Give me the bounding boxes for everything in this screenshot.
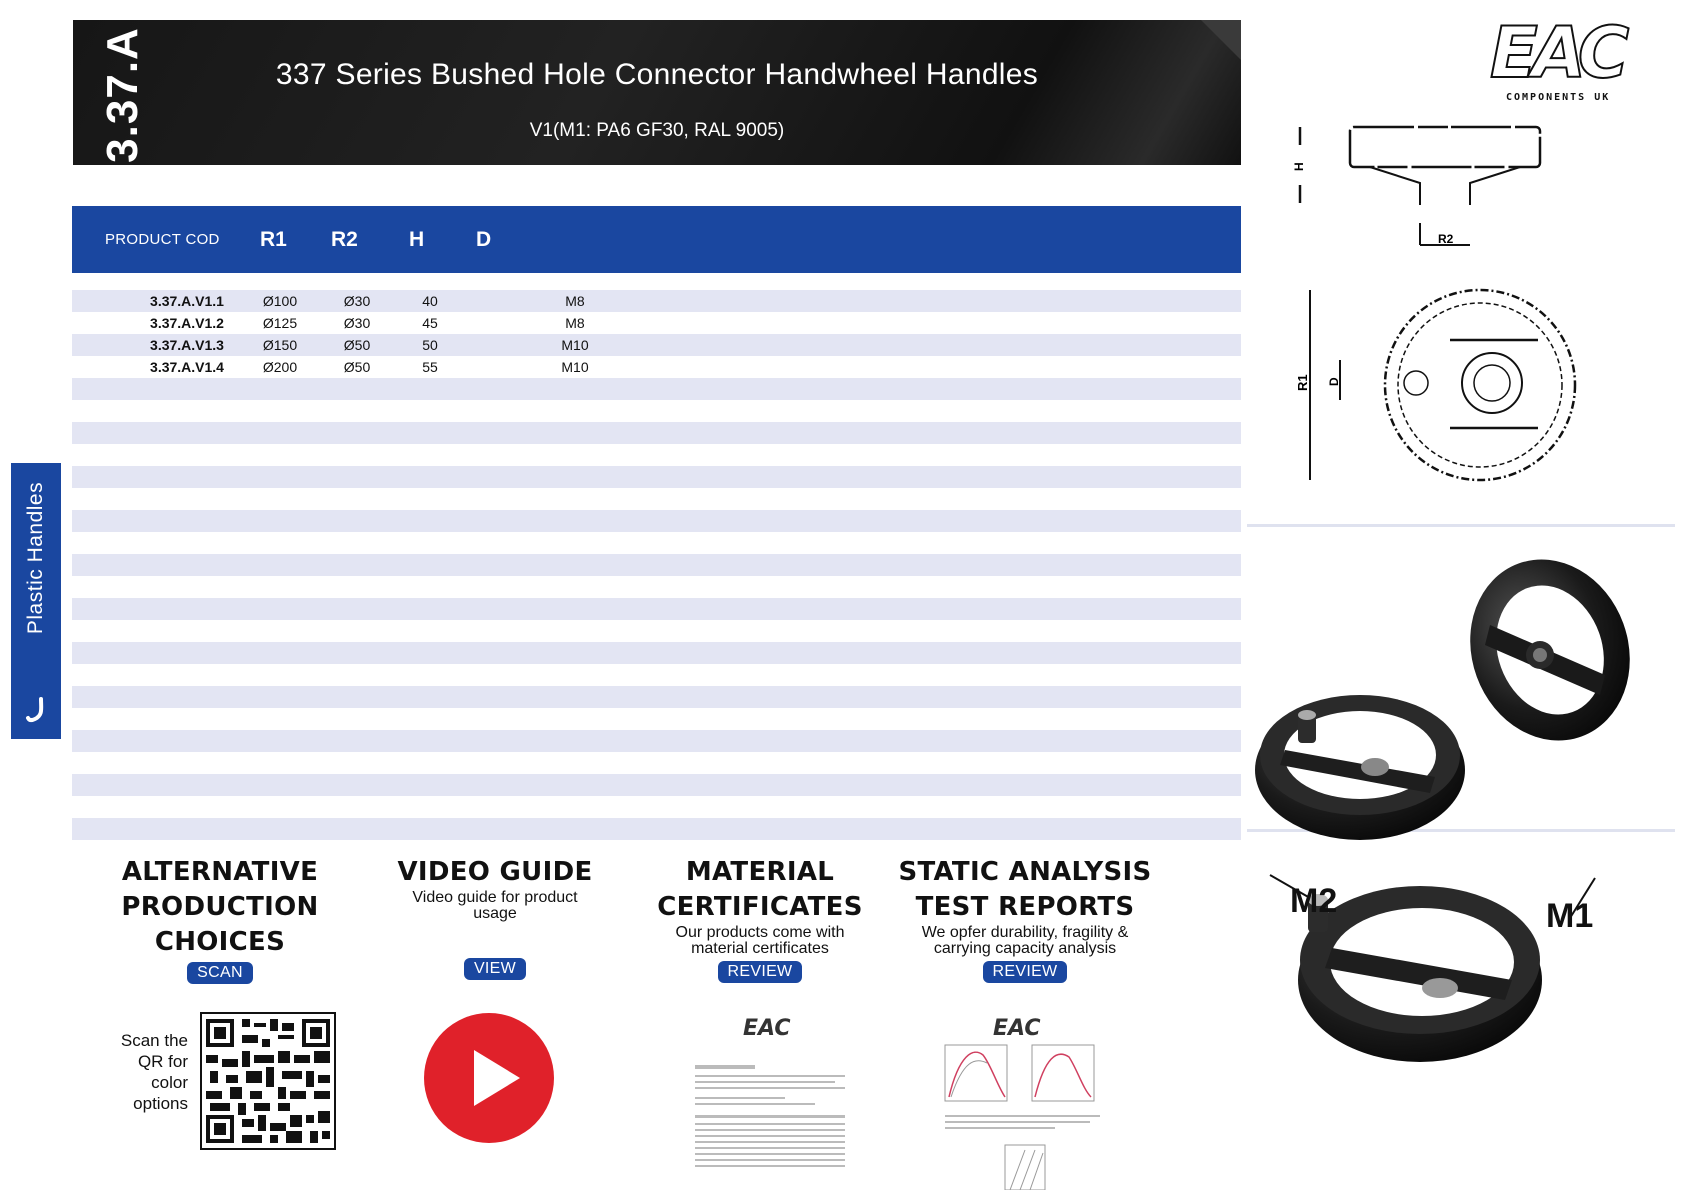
table-body [72, 290, 1241, 862]
eac-logo [1490, 12, 1655, 108]
product-photo-pair [1250, 555, 1650, 855]
table-row [72, 312, 1241, 334]
cell-code: 3.37.A.V1.2 [150, 315, 224, 331]
cell-r1: Ø150 [262, 337, 298, 353]
cell-r2: Ø30 [343, 315, 371, 331]
video-title: VIDEO GUIDE [397, 857, 593, 887]
material-title-1: MATERIAL [685, 857, 835, 887]
top-view-drawing [1280, 280, 1610, 490]
feature-video [385, 855, 605, 980]
cell-h: 55 [422, 359, 438, 375]
empty-row [72, 642, 1241, 664]
header-d: D [476, 228, 492, 251]
empty-row [72, 444, 1241, 466]
material-title-2: CERTIFICATES [657, 892, 863, 922]
page-title: 337 Series Bushed Hole Connector Handwheel Handles [275, 58, 1039, 91]
alt-title-3: CHOICES [154, 927, 286, 957]
empty-row [72, 466, 1241, 488]
empty-row [72, 576, 1241, 598]
header-banner [73, 20, 1241, 165]
logo-subtitle: COMPONENTS UK [1506, 92, 1611, 103]
alt-title-2: PRODUCTION [121, 892, 319, 922]
dim-r2-label: R2 [1438, 232, 1454, 246]
cert-logo: EAC [743, 1016, 791, 1041]
empty-row [72, 686, 1241, 708]
video-desc: Video guide for product usage [412, 889, 578, 922]
play-video-button[interactable] [424, 1013, 554, 1143]
material-desc: Our products come with material certificates [675, 924, 845, 957]
empty-row [72, 488, 1241, 510]
section-divider [1247, 524, 1675, 527]
static-title-2: TEST REPORTS [915, 892, 1135, 922]
cell-h: 50 [422, 337, 438, 353]
dim-r1-label: R1 [1295, 374, 1310, 391]
feature-alternative [110, 855, 330, 984]
banner-corner-fold [1201, 20, 1241, 60]
label-m2: M2 [1290, 882, 1338, 920]
category-label: Plastic Handles [24, 481, 47, 635]
page-subtitle: V1(M1: PA6 GF30, RAL 9005) [529, 120, 785, 141]
view-button[interactable]: VIEW [464, 958, 526, 980]
cell-h: 40 [422, 293, 438, 309]
table-row [72, 356, 1241, 378]
empty-row [72, 532, 1241, 554]
table-header [72, 206, 1241, 273]
empty-row [72, 730, 1241, 752]
header-h: H [409, 228, 425, 251]
empty-row [72, 422, 1241, 444]
side-view-drawing [1280, 115, 1610, 265]
cell-r2: Ø50 [343, 337, 371, 353]
header-r1: R1 [260, 228, 287, 251]
empty-row [72, 400, 1241, 422]
dim-h-label: H [1292, 162, 1306, 171]
empty-row [72, 378, 1241, 400]
cell-r1: Ø200 [262, 359, 298, 375]
feature-static [895, 855, 1155, 983]
empty-row [72, 664, 1241, 686]
material-review-button[interactable]: REVIEW [718, 961, 803, 983]
static-report-preview[interactable] [935, 1005, 1110, 1190]
cell-h: 45 [422, 315, 438, 331]
cell-d: M8 [565, 293, 585, 309]
logo-letters: EAC [1490, 12, 1624, 94]
scan-instructions: Scan the QR for color options [120, 1031, 188, 1113]
static-desc: We opfer durability, fragility & carrying capacity analysis [921, 924, 1129, 957]
empty-row [72, 598, 1241, 620]
category-side-tab [11, 463, 61, 739]
cell-r1: Ø100 [262, 293, 298, 309]
empty-row [72, 774, 1241, 796]
empty-row [72, 818, 1241, 840]
empty-row [72, 752, 1241, 774]
material-certificate-preview[interactable] [685, 1005, 855, 1190]
cell-d: M10 [561, 337, 589, 353]
table-row [72, 290, 1241, 312]
report-logo: EAC [993, 1016, 1041, 1041]
dim-d-label: D [1327, 377, 1341, 386]
cell-code: 3.37.A.V1.4 [150, 359, 224, 375]
play-icon [474, 1050, 520, 1106]
series-code: 3.37.A [98, 27, 148, 163]
label-m1: M1 [1546, 897, 1594, 935]
empty-row [72, 620, 1241, 642]
scan-button[interactable]: SCAN [187, 962, 253, 984]
static-review-button[interactable]: REVIEW [983, 961, 1068, 983]
qr-code[interactable] [200, 1012, 336, 1150]
cell-r2: Ø50 [343, 359, 371, 375]
empty-row [72, 510, 1241, 532]
alt-title-1: ALTERNATIVE [121, 857, 319, 887]
cell-code: 3.37.A.V1.1 [150, 293, 224, 309]
cell-code: 3.37.A.V1.3 [150, 337, 224, 353]
cell-r2: Ø30 [343, 293, 371, 309]
static-title-1: STATIC ANALYSIS [898, 857, 1152, 887]
cell-r1: Ø125 [262, 315, 298, 331]
feature-material [640, 855, 880, 983]
empty-row [72, 554, 1241, 576]
table-row [72, 334, 1241, 356]
handle-icon [25, 697, 49, 725]
cell-d: M8 [565, 315, 585, 331]
empty-row [72, 796, 1241, 818]
cell-d: M10 [561, 359, 589, 375]
header-r2: R2 [331, 228, 358, 251]
empty-row [72, 708, 1241, 730]
header-product-code: PRODUCT COD [105, 231, 220, 248]
